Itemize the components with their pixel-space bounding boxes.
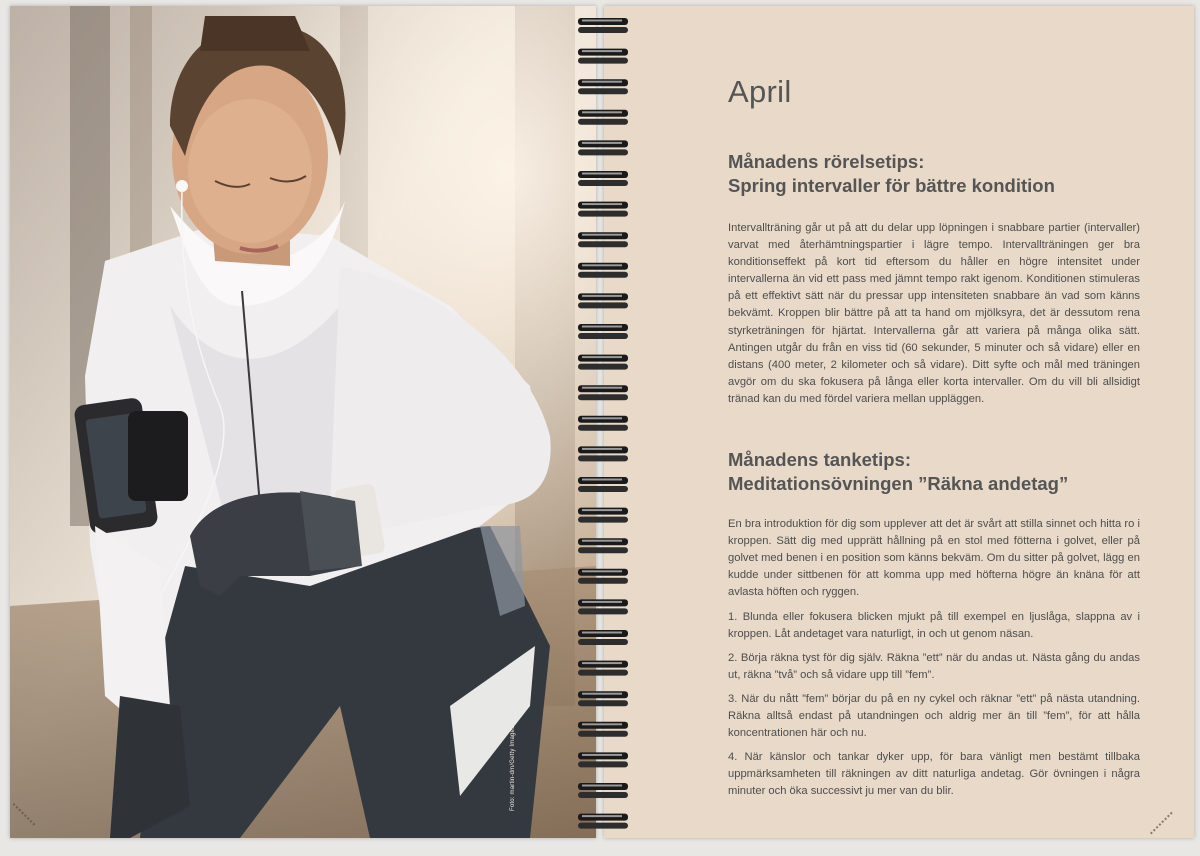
spiral-coil [578, 232, 628, 247]
spiral-binding [574, 10, 630, 830]
spiral-coil [578, 661, 628, 676]
page-title: April [728, 74, 792, 109]
spiral-coil [578, 538, 628, 553]
spiral-coil [578, 752, 628, 767]
movement-paragraph: Intervallträning går ut på att du delar upp löpningen i snabbare partier (intervaller) varvat med återhämtningspartier i lägre tempo. Intervallträningen ger bra konditionseffekt på kort tid eftersom du håller en högre intensitet under intervallerna än vid ett pass med jämnt tempo rakt igenom. Konditionen stimuleras på ett effektivt sätt när du pressar upp intensiteten snabbare än vad som känns bekvämt. Kroppen blir bättre på att ta hand om mjölksyra, det är dessutom rena styrketräningen för hjärtat. Intervallerna går att variera på många olika sätt. Antingen utgår du från en viss tid (60 sekunder, 5 minuter och så vidare) eller en distans (400 meter, 2 kilometer och så vidare). Ditt syfte och mål med träningen avgör om du ska fokusera på långa eller korta intervaller. Om du vill bli allsidigt tränad kan du med fördel variera mellan uppläggen. [728, 222, 1140, 405]
meditation-step: 3. När du nått ”fem” börjar du på en ny cykel och räknar ”ett” på nästa utandning. Räkna alltså endast på utandningen och aldrig mer än till ”fem”, för att hålla koncentrationen här och nu. [728, 692, 1140, 740]
spiral-coil [578, 263, 628, 278]
spiral-coil [578, 814, 628, 829]
section-title-movement [728, 150, 1140, 198]
page-content [728, 74, 1140, 800]
spiral-coil [578, 49, 628, 64]
spiral-coil [578, 722, 628, 737]
meditation-intro: En bra introduktion för dig som upplever att det är svårt att stilla sinnet och hitta ro i kroppen. Sätt dig med upprätt hållning på en stol med fötterna i golvet, eller på golvet med benen i en position som känns bekväm. Om du sitter på golvet, lägg en kudde under sittbenen för att komma upp med höfterna högre än knäna för att avlasta höften och ryggen. [728, 518, 1140, 599]
runner-photo [10, 6, 596, 838]
spiral-coil [578, 140, 628, 155]
spiral-coil [578, 355, 628, 370]
right-page [604, 6, 1194, 838]
spiral-coil [578, 508, 628, 523]
spiral-coil [578, 171, 628, 186]
section-title-line: Månadens rörelsetips: [728, 151, 925, 172]
section-title-line: Månadens tanketips: [728, 449, 911, 471]
spiral-coil [578, 446, 628, 461]
spiral-coil [578, 18, 628, 33]
meditation-step: 2. Börja räkna tyst för dig själv. Räkna ”ett” när du andas ut. Nästa gång du andas ut, räkna ”två” och så vidare upp till ”fem”. [728, 651, 1140, 681]
spiral-coil [578, 293, 628, 308]
section-subtitle-line: Meditationsövningen ”Räkna andetag” [728, 473, 1069, 495]
meditation-step: 4. När känslor och tankar dyker upp, för bara vänligt men bestämt tillbaka uppmärksamheten till räkningen av ditt naturliga andetag. Gör övningen i några minuter och öka successivt ju mer van du blir. [728, 751, 1140, 798]
spiral-coil [578, 783, 628, 798]
section-subtitle-line: Spring intervaller för bättre kondition [728, 175, 1055, 196]
section-title-mind [728, 448, 1140, 496]
photo-credit: Foto: martin-dm/Getty Images [510, 725, 516, 811]
spiral-coil [578, 416, 628, 431]
spiral-coil [578, 569, 628, 584]
spiral-coil [578, 599, 628, 614]
meditation-step: 1. Blunda eller fokusera blicken mjukt på till exempel en ljuslåga, slappna av i kroppen. Låt andetaget vara naturligt, in och ut genom näsan. [728, 610, 1140, 640]
left-page [10, 6, 596, 838]
spiral-coil [578, 691, 628, 706]
spiral-coil [578, 385, 628, 400]
spiral-coil [578, 202, 628, 217]
spiral-coil [578, 630, 628, 645]
spiral-coil [578, 79, 628, 94]
spiral-coil [578, 324, 628, 339]
spiral-coil [578, 110, 628, 125]
spiral-coil [578, 477, 628, 492]
